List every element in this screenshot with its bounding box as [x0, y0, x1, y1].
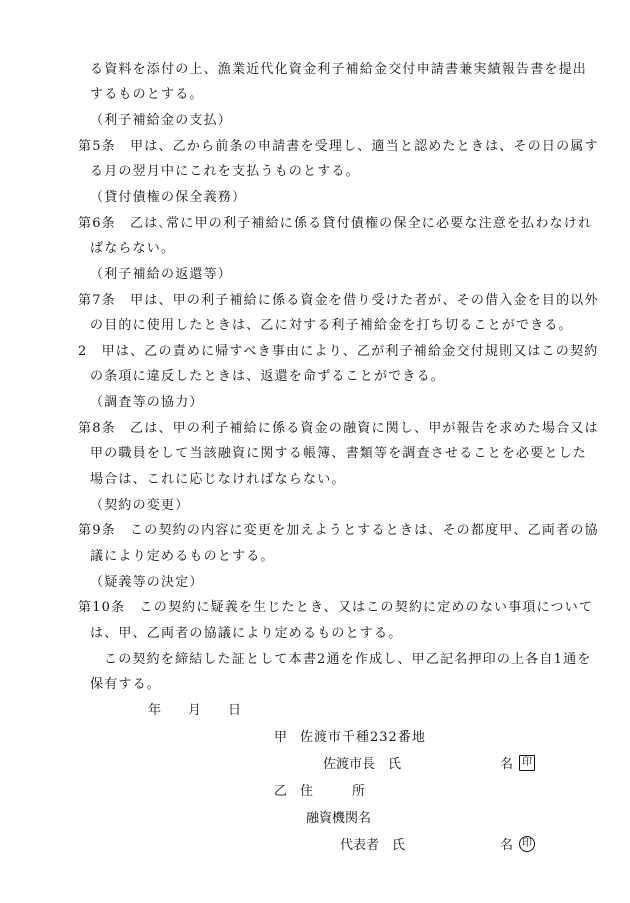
section-heading: （調査等の協力）	[90, 395, 204, 410]
party-b-label: 乙	[274, 784, 288, 799]
party-a-label: 甲	[274, 730, 288, 745]
text-line: る資料を添付の上、漁業近代化資金利子補給金交付申請書兼実績報告書を提出	[90, 62, 588, 77]
section-heading: （貸付債権の保全義務）	[90, 190, 247, 205]
party-a-title: 佐渡市長 氏	[323, 757, 402, 772]
article-7: 第7条 甲は、甲の利子補給に係る資金を借り受けた者が、その借入金を目的以外	[78, 293, 599, 308]
party-b-institution-label: 融資機関名	[306, 811, 372, 826]
article-7-paragraph-2: 2 甲は、乙の責めに帰すべき事由により、乙が利子補給金交付規則又はこの契約	[78, 344, 599, 359]
text-line: するものとする。	[90, 87, 204, 102]
section-heading: （疑義等の決定）	[90, 575, 204, 590]
date-year: 年	[148, 703, 162, 718]
party-b-address-label: 住 所	[300, 784, 366, 799]
text-line: の条項に違反したときは、返還を命ずることができる。	[90, 369, 446, 384]
date-month: 月	[188, 703, 202, 718]
party-a-name-label: 名	[500, 757, 514, 772]
text-line: ばならない。	[90, 241, 176, 256]
seal-icon	[519, 755, 535, 772]
section-heading: （契約の変更）	[90, 498, 190, 513]
seal-icon	[519, 836, 535, 853]
party-b-name-label: 名	[500, 838, 514, 853]
article-10: 第10条 この契約に疑義を生じたとき、又はこの契約に定めのない事項について	[78, 600, 594, 615]
closing-statement: この契約を締結した証として本書2通を作成し、甲乙記名押印の上各自1通を	[104, 652, 592, 667]
seal-mark: 印	[519, 755, 535, 771]
article-8: 第8条 乙は、甲の利子補給に係る資金の融資に関し、甲が報告を求めた場合又は	[78, 421, 599, 436]
party-b-rep-label: 代表者 氏	[340, 838, 406, 853]
article-6: 第6条 乙は､常に甲の利子補給に係る貸付債権の保全に必要な注意を払わなけれ	[78, 216, 593, 231]
text-line: 甲の職員をして当該融資に関する帳簿、書類等を調査させることを必要とした	[90, 446, 588, 461]
seal-mark: 印	[519, 836, 535, 852]
text-line: 議により定めるものとする。	[90, 549, 275, 564]
text-line: の目的に使用したときは、乙に対する利子補給金を打ち切ることができる。	[90, 318, 573, 333]
party-a-address: 佐渡市千種232番地	[300, 730, 426, 745]
article-9: 第9条 この契約の内容に変更を加えようとするときは、その都度甲、乙両者の協	[78, 523, 599, 538]
text-line: 保有する。	[90, 677, 162, 692]
text-line: る月の翌月中にこれを支払うものとする。	[90, 164, 360, 179]
text-line: は、甲、乙両者の協議により定めるものとする。	[90, 626, 403, 641]
text-line: 場合は、これに応じなければならない。	[90, 472, 346, 487]
section-heading: （利子補給金の支払）	[90, 113, 233, 128]
section-heading: （利子補給の返還等）	[90, 267, 233, 282]
article-5: 第5条 甲は、乙から前条の申請書を受理し、適当と認めたときは、その日の属す	[78, 139, 599, 154]
date-day: 日	[228, 703, 242, 718]
